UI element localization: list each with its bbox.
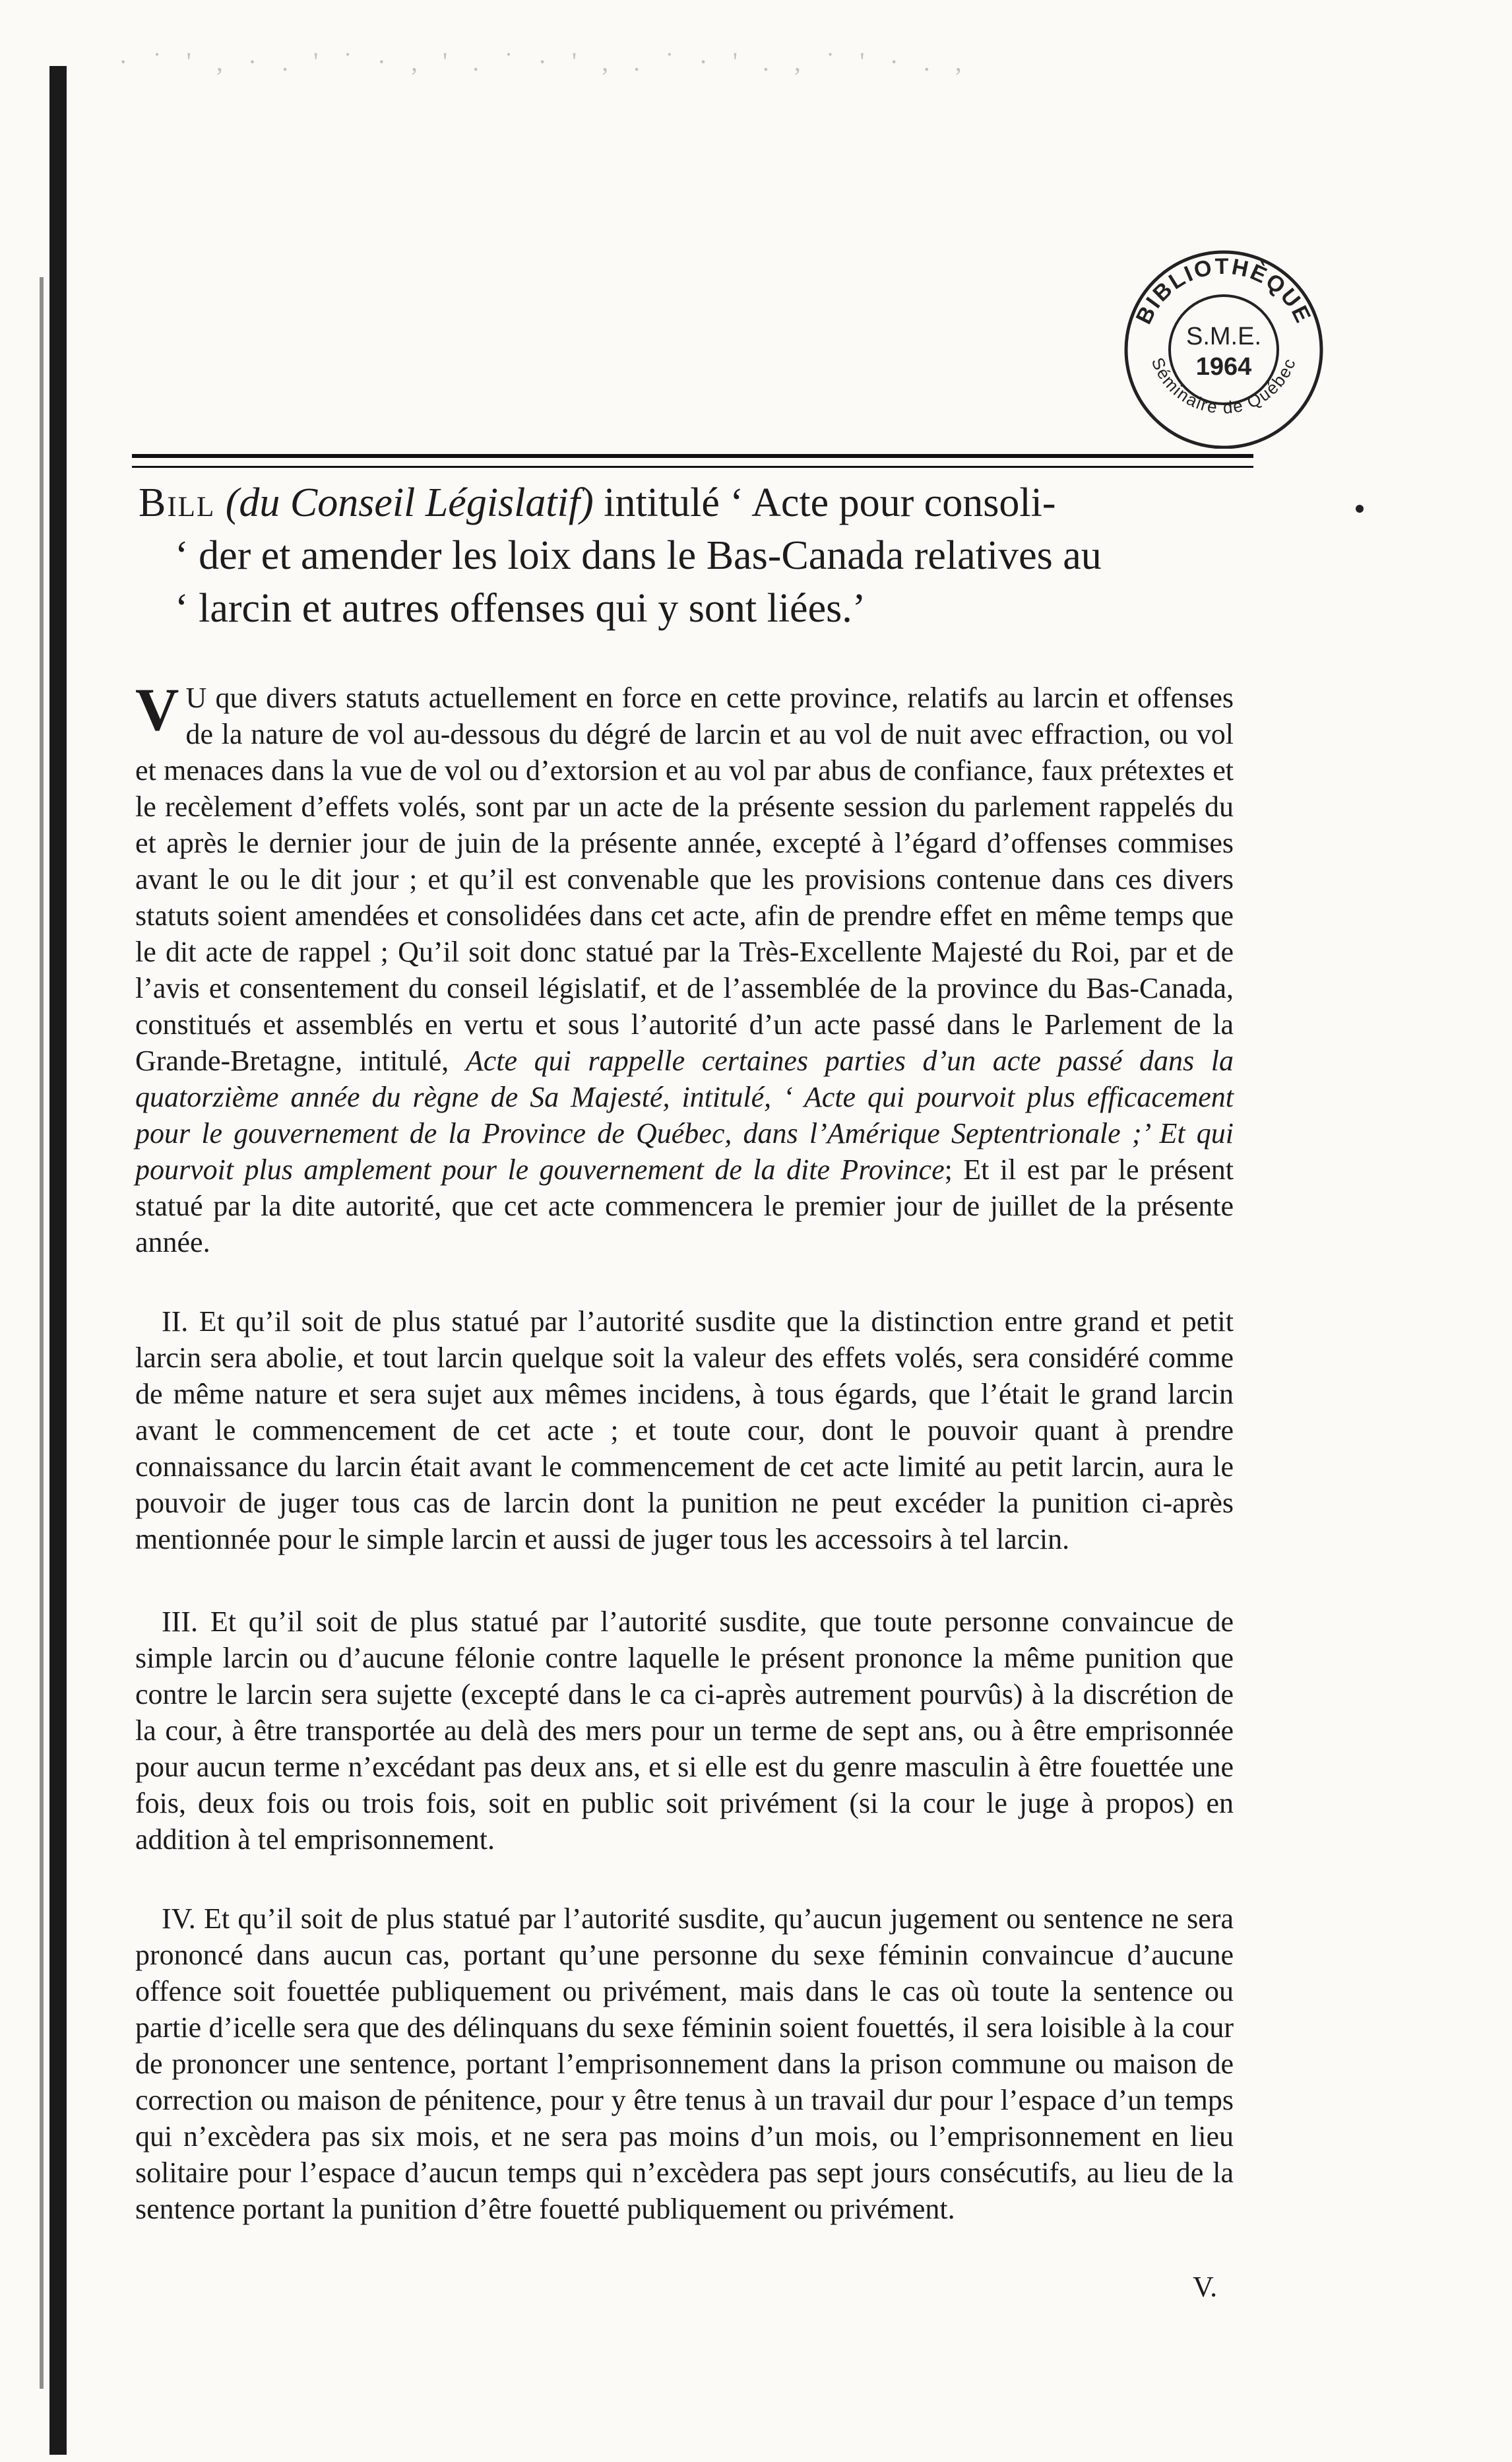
section-iii-text: Et qu’il soit de plus statué par l’autorité susdite, que toute personne convaincue de simple larcin ou d’aucune félonie contre laquelle le présent prononce la même punition que contre le larcin sera sujette (excepté dans le ca ci-après autrement pourvûs) à la discrétion de la cour, à être transportée au delà des mers pour un terme de sept ans, ou à être emprisonnée pour aucun terme n’excédant pas deux ans, et si elle est du genre masculin à être fouettée une fois, deux fois ou trois fois, soit en public soit privément (si la cour le juge à propos) en addition à tel emprisonnement. — [135, 1605, 1234, 1856]
stamp-center-line1: S.M.E. — [1185, 323, 1262, 350]
title-line1-rest: intitulé ‘ Acte pour consoli- — [604, 480, 1056, 525]
section-ii-number: II. — [162, 1305, 189, 1338]
drop-cap: V — [135, 676, 179, 743]
title-line-1 — [139, 476, 1260, 529]
svg-text:BIBLIOTHÈQUE — [1131, 254, 1317, 328]
binding-shadow — [40, 277, 44, 2389]
ink-spot — [1356, 505, 1364, 513]
binding-edge — [49, 66, 67, 2455]
title-line-2: ‘ der et amender les loix dans le Bas-Canada relatives au — [175, 533, 1102, 578]
section-iv — [135, 1900, 1234, 2227]
preamble-text-a: U que divers statuts actuellement en force en cette province, relatifs au larcin et offenses de la nature de vol au-dessous du dégré de larcin et au vol de nuit avec effraction, ou vol et menaces dans la vue de vol ou d’extorsion et au vol par abus de confiance, faux prétextes et le recèlement d’effets volés, sont par un acte de la présente session du parlement rappelés du et après le dernier jour de juin de la présente année, excepté à l’égard d’offenses commises avant le ou le dit jour ; et qu’il est convenable que les provisions contenue dans ces divers statuts soient amendées et consolidées dans cet acte, afin de prendre effet en même temps que le dit acte de rappel ; Qu’il soit donc statué par la Très-Excellente Majesté du Roi, par et de l’avis et consentement du conseil législatif, et de l’assemblée de la province du Bas-Canada, constitués et assemblés en vertu et sous l’autorité d’un acte passé dans le Parlement de la Grande-Bretagne, intitulé, — [135, 682, 1234, 1077]
preamble-paragraph — [135, 676, 1234, 1260]
library-stamp — [1098, 224, 1349, 449]
preamble-text-b: ; Et il est par le présent statué par la dite autorité, que cet acte commencera le premier jour de juillet de la présente année. — [135, 1153, 1234, 1258]
header-rules — [132, 454, 1253, 476]
title-origin: (du Conseil Législatif) — [225, 480, 594, 525]
section-iii — [135, 1604, 1234, 1858]
section-ii-text: Et qu’il soit de plus statué par l’autorité susdite que la distinction entre grand et petit larcin sera abolie, et tout larcin quelque soit la valeur des effets volés, sera considéré comme de même nature et sera sujet aux mêmes incidens, à tous égards, que l’était le grand larcin avant le commencement de cet acte ; et toute cour, dont le pouvoir quant à prendre connaissance du larcin était avant le commencement de cet acte limité au petit larcin, aura le pouvoir de juger tous cas de larcin dont la punition ne peut excéder la punition ci-après mentionnée pour le simple larcin et aussi de juger tous les accessoirs à tel larcin. — [135, 1305, 1234, 1555]
title-bill-word: Bill — [139, 480, 216, 525]
section-iv-text: Et qu’il soit de plus statué par l’autorité susdite, qu’aucun jugement ou sentence ne sera prononcé dans aucun cas, portant qu’une personne du sexe féminin convaincue d’aucune offence soit fouettée publiquement ou privément, mais dans le cas où toute la sentence ou partie d’icelle sera que des délinquans du sexe féminin soient fouettés, il sera loisible à la cour de prononcer une sentence, portant l’emprisonnement dans la prison commune ou maison de correction ou maison de pénitence, pour y être tenus à un travail dur pour l’espace d’un temps qui n’excèdera pas six mois, et ne sera pas moins d’un mois, ou l’emprisonnement en lieu solitaire pour l’espace d’aucun temps qui n’excèdera pas sept jours consécutifs, au lieu de la sentence portant la punition d’être fouetté publiquement ou privément. — [135, 1902, 1234, 2225]
stamp-top-text: BIBLIOTHÈQUE — [1131, 253, 1317, 329]
section-iii-number: III. — [162, 1605, 198, 1638]
stamp-center-line2: 1964 — [1195, 353, 1252, 381]
bleed-through-noise: · ˙ ' , · . ' ˙ · , ' . ˙ · ' , . ˙ · ' . , ˙ ' · . , — [119, 47, 971, 77]
bill-title — [139, 476, 1260, 635]
section-ii — [135, 1303, 1234, 1557]
stamp-bottom-text: Séminaire de Québec — [1147, 354, 1300, 418]
preamble-italic-act: Acte qui rappelle certaines parties d’un acte passé dans la quatorzième année du règne de Sa Majesté, intitulé, ‘ Acte qui pourvoit plus efficacement pour le gouvernement de la Province de Québec, dans l’Amérique Septentrionale ;’ Et qui pourvoit plus amplement pour le gouvernement de la dite Province — [135, 1045, 1234, 1186]
catchword: V. — [1193, 2271, 1218, 2303]
section-iv-number: IV. — [162, 1902, 196, 1935]
title-line-3: ‘ larcin et autres offenses qui y sont liées.’ — [175, 586, 866, 631]
